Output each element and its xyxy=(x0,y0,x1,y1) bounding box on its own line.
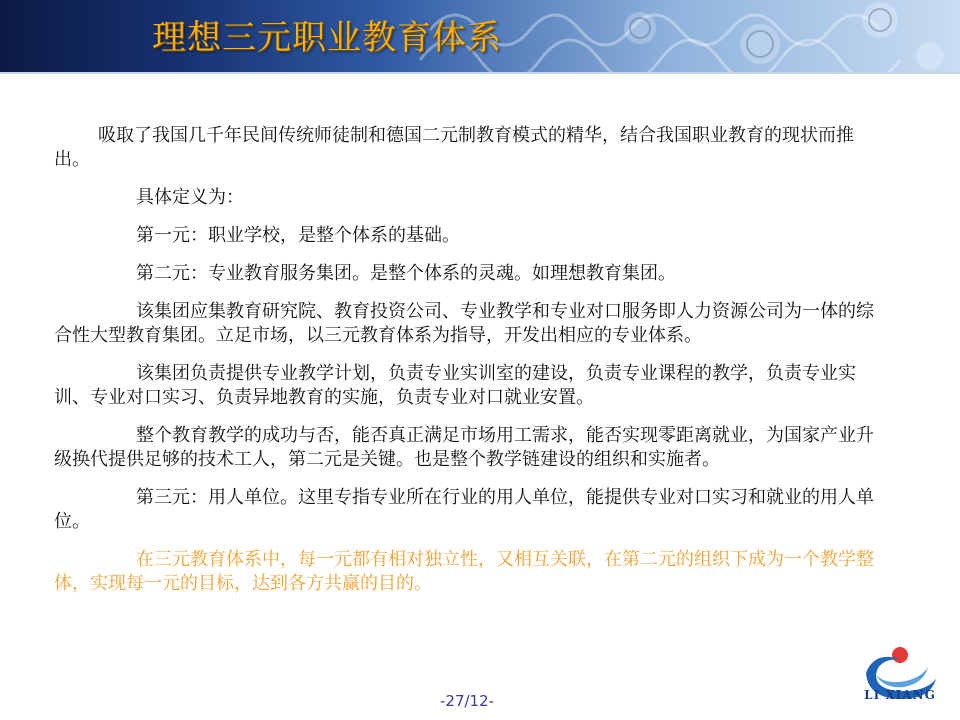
paragraph-intro: 吸取了我国几千年民间传统师徒制和德国二元制教育模式的精华，结合我国职业教育的现状而推出。 xyxy=(54,125,854,170)
paragraph-second-element: 第二元：专业教育服务集团。是整个体系的灵魂。如理想教育集团。 xyxy=(136,263,676,284)
logo-text: LI XIANG xyxy=(864,688,936,702)
page-number: -27/12- xyxy=(440,692,495,710)
paragraph-group-composition: 该集团应集教育研究院、教育投资公司、专业教学和专业对口服务即人力资源公司为一体的综合性大型教育集团。立足市场，以三元教育体系为指导，开发出相应的专业体系。 xyxy=(54,301,874,346)
paragraph-group-duties: 该集团负责提供专业教学计划，负责专业实训室的建设，负责专业课程的教学，负责专业实训、专业对口实习、负责异地教育的实施，负责专业对口就业安置。 xyxy=(54,363,856,408)
paragraph-third-element: 第三元：用人单位。这里专指专业所在行业的用人单位，能提供专业对口实习和就业的用人单位。 xyxy=(54,487,874,532)
header-divider xyxy=(0,72,960,74)
content-body xyxy=(54,124,874,610)
paragraph-success-key: 整个教育教学的成功与否，能否真正满足市场用工需求，能否实现零距离就业，为国家产业升级换代提供足够的技术工人，第二元是关键。也是整个教学链建设的组织和实施者。 xyxy=(54,425,874,470)
paragraph-definition: 具体定义为： xyxy=(136,187,244,208)
paragraph-first-element: 第一元：职业学校，是整个体系的基础。 xyxy=(136,225,460,246)
page-title: 理想三元职业教育体系 xyxy=(152,18,502,58)
header-band xyxy=(0,0,960,72)
paragraph-conclusion: 在三元教育体系中，每一元都有相对独立性，又相互关联，在第二元的组织下成为一个教学整体，实现每一元的目标，达到各方共赢的目的。 xyxy=(54,549,874,594)
